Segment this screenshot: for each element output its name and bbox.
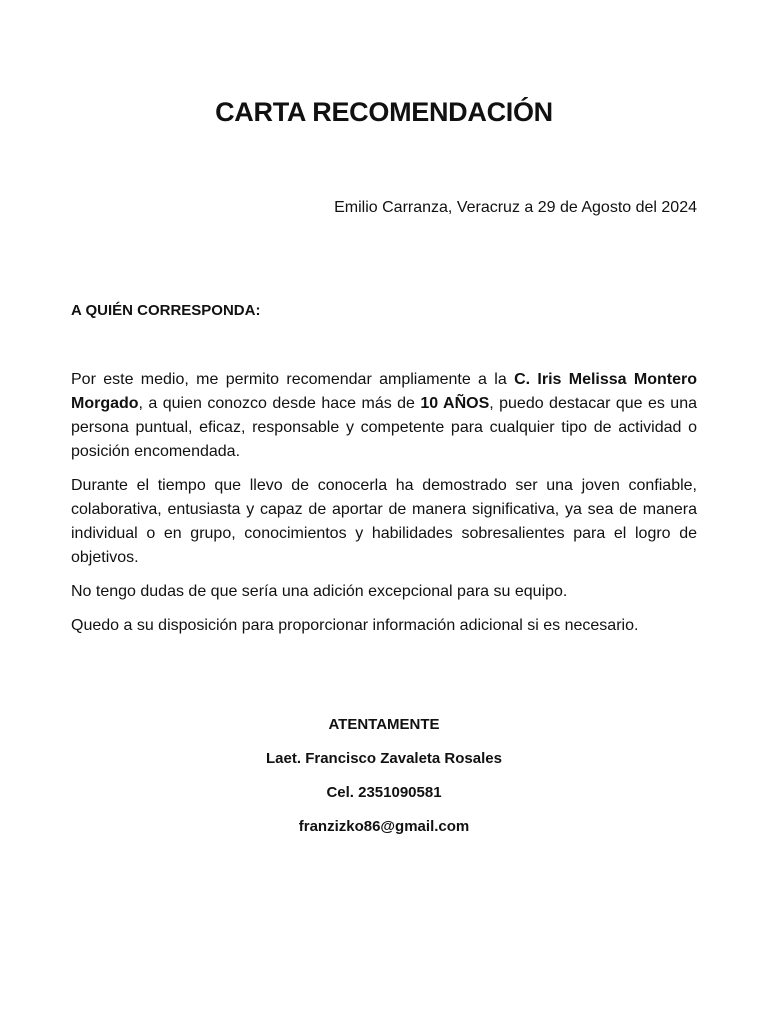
closing: ATENTAMENTE — [328, 716, 440, 733]
paragraph1-part3: , puedo destacar que es una persona puntual, eficaz, responsable y competente para cualquier tipo de actividad o posición encomendada. — [71, 395, 697, 460]
paragraph1-part1: Por este medio, me permito recomendar ampliamente a la — [71, 371, 515, 388]
date-line: Emilio Carranza, Veracruz a 29 de Agosto del 2024 — [334, 199, 697, 216]
paragraph-availability: Quedo a su disposición para proporcionar información adicional si es necesario. — [71, 617, 639, 634]
signer-email: franzizko86@gmail.com — [298, 818, 470, 835]
paragraph1-part2: , a quien conozco desde hace más de — [138, 395, 421, 412]
paragraph-qualities: Durante el tiempo que llevo de conocerla ha demostrado ser una joven confiable, colaborativa, entusiasta y capaz de aportar de manera significativa, ya sea de manera individual o en grupo, conocimientos y habilidades sobresalientes para el logro de objetivos. — [71, 477, 697, 566]
salutation: A QUIÉN CORRESPONDA: — [71, 302, 261, 319]
signature-block — [0, 714, 768, 850]
letter-body — [71, 368, 697, 648]
recommended-person-name: C. Iris Melissa Montero Morgado — [71, 371, 698, 412]
signer-phone: Cel. 2351090581 — [326, 784, 442, 801]
signer-name: Laet. Francisco Zavaleta Rosales — [266, 750, 502, 767]
paragraph-team-addition: No tengo dudas de que sería una adición excepcional para su equipo. — [71, 583, 568, 600]
paragraph-recommendation — [71, 368, 697, 464]
document-title: CARTA RECOMENDACIÓN — [215, 97, 553, 127]
years-known: 10 AÑOS — [420, 395, 490, 412]
